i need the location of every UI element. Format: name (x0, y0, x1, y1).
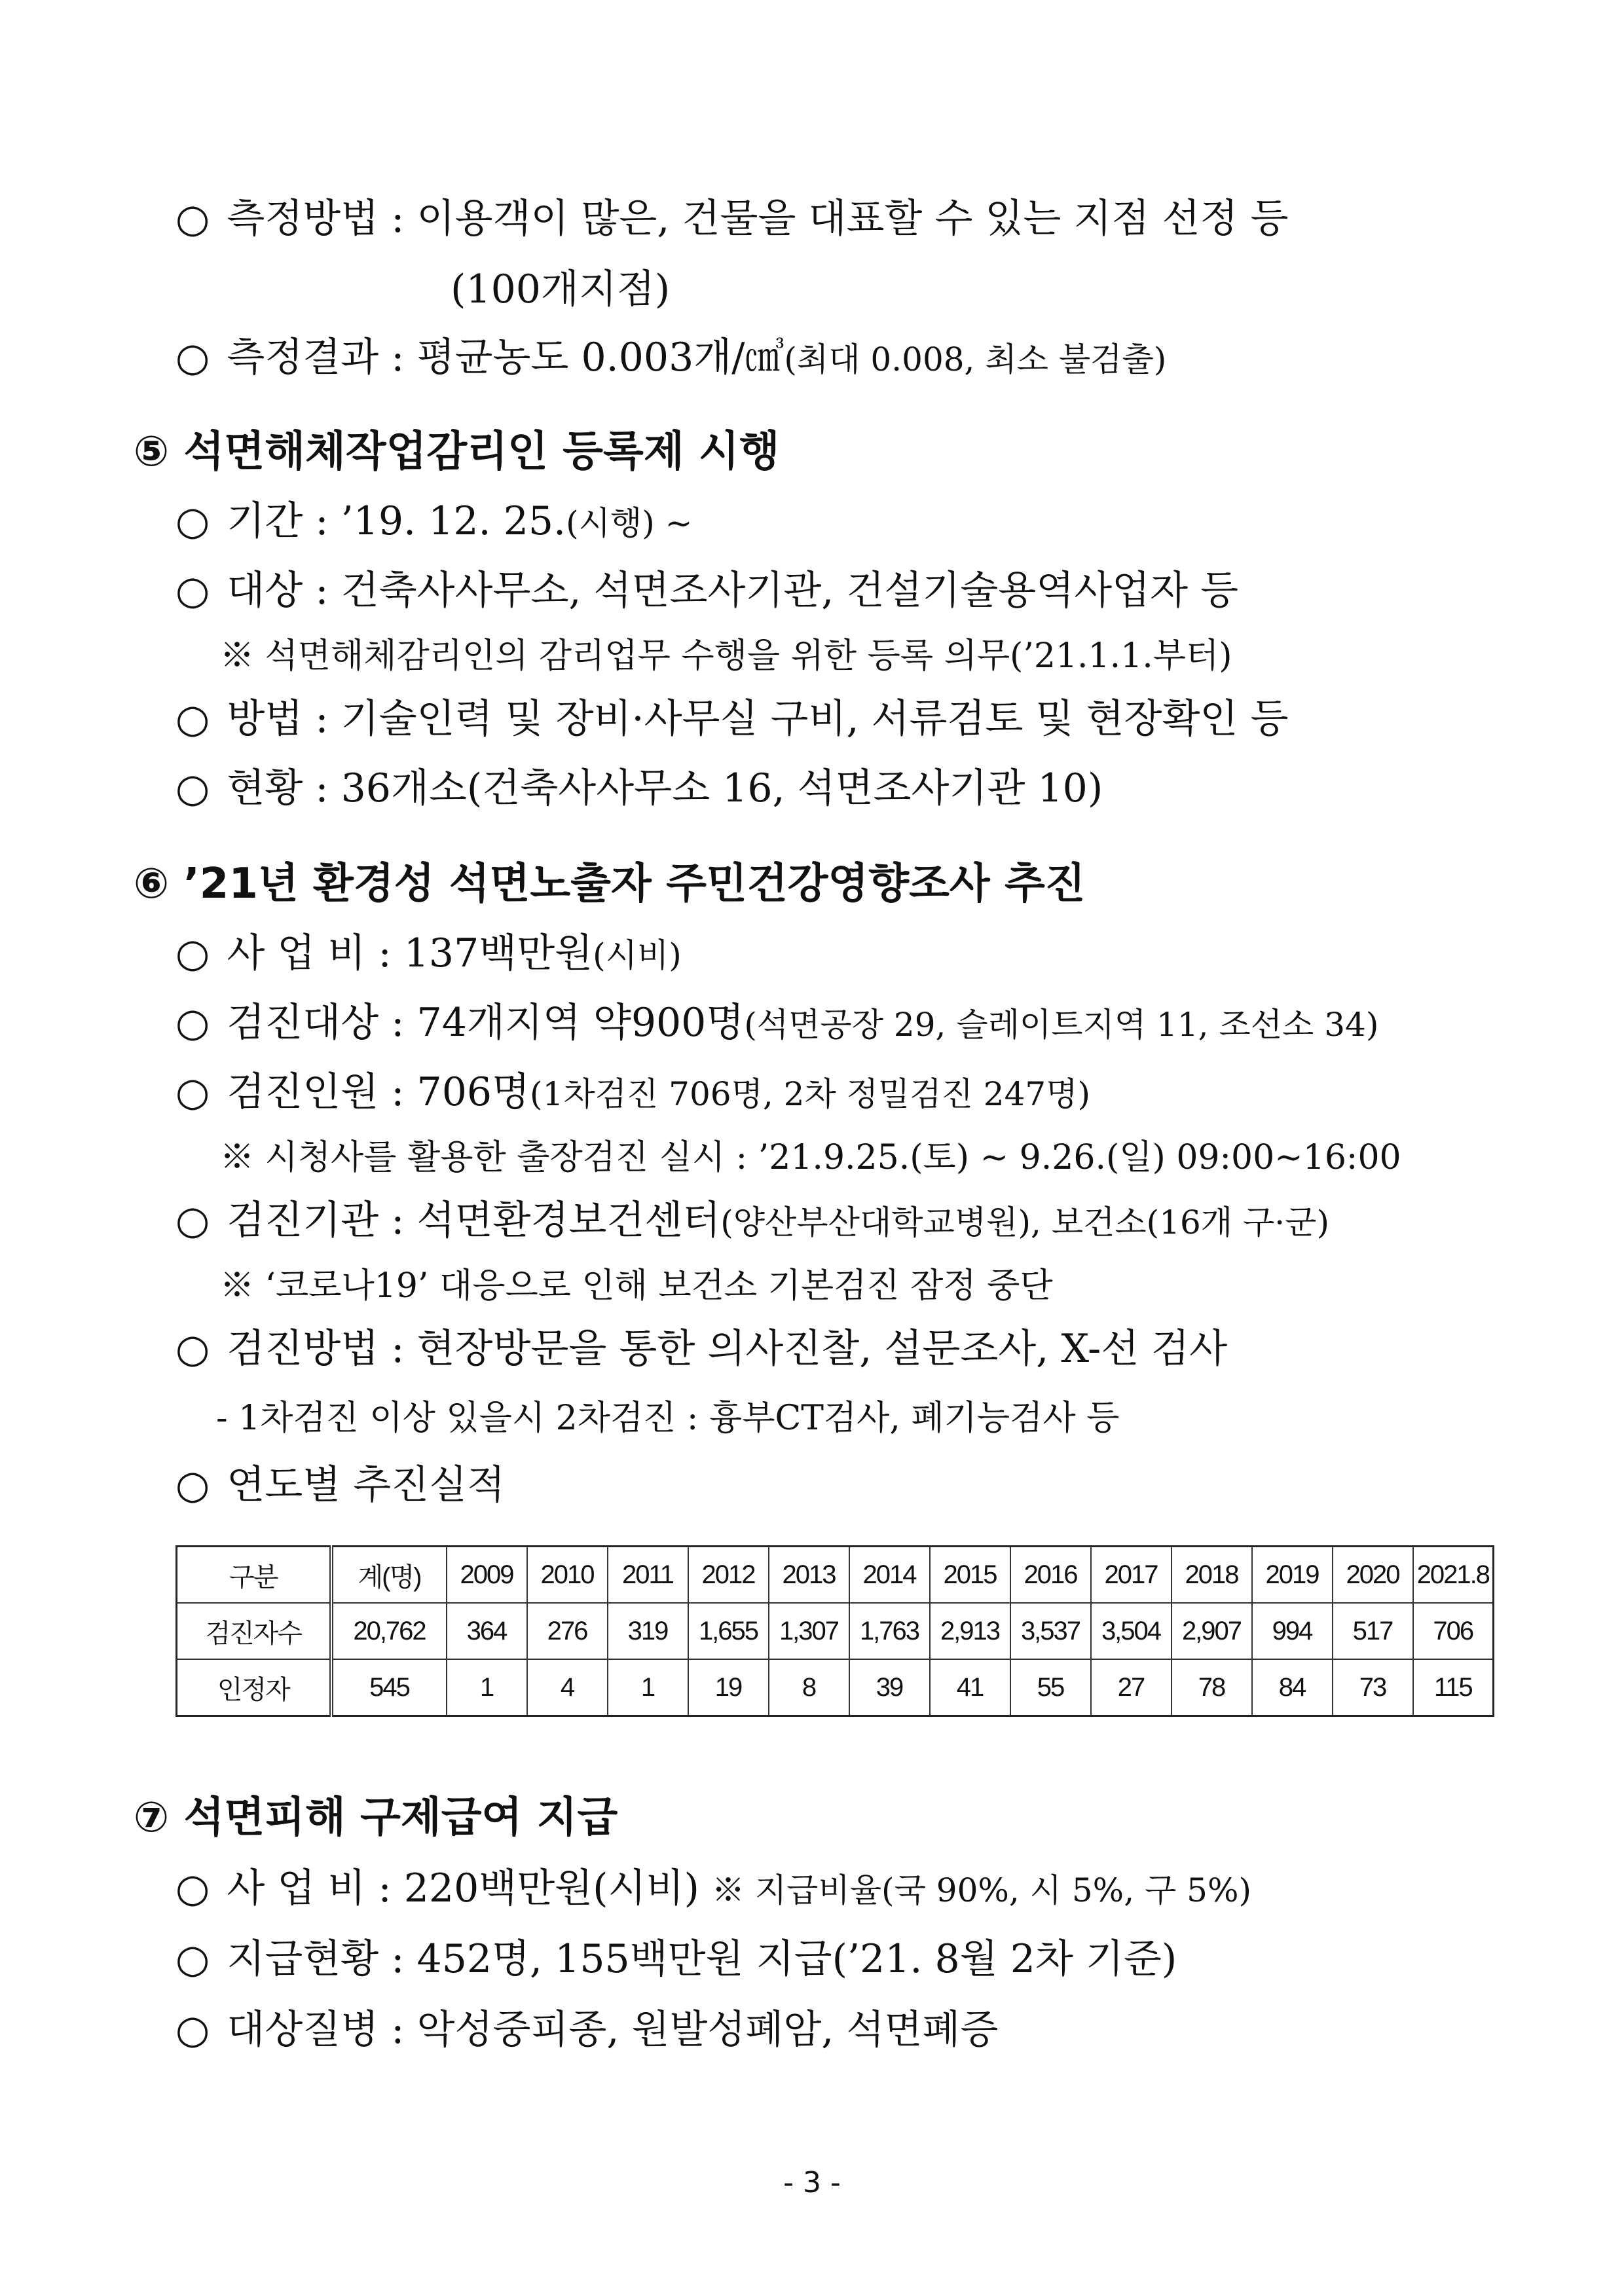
table-cell: 27 (1091, 1659, 1172, 1716)
line-target (175, 563, 1238, 618)
table-header-cell: 2020 (1333, 1547, 1413, 1604)
note-registration (220, 629, 1232, 684)
circle-bullet-icon: ○ (175, 335, 210, 380)
table-cell: 8 (769, 1659, 849, 1716)
line-text: 연도별 추진실적 (227, 1462, 506, 1508)
line-exam-count (175, 1065, 1090, 1122)
line-small-text: (양산부산대학교병원), 보건소(16개 구·군) (720, 1203, 1329, 1241)
table-cell: 364 (447, 1603, 527, 1659)
line-exam-method (175, 1321, 1227, 1376)
line-measure-method (175, 191, 1288, 246)
circle-bullet-icon: ○ (175, 2007, 210, 2053)
line-text: 검진인원 : 706명 (227, 1069, 530, 1115)
table-cell: 2,913 (930, 1603, 1010, 1659)
table-header-cell: 2009 (447, 1547, 527, 1604)
line-text: 대상 : 건축사사무소, 석면조사기관, 건설기술용역사업자 등 (227, 568, 1239, 614)
circle-bullet-icon: ○ (175, 1198, 210, 1243)
table-cell: 276 (527, 1603, 608, 1659)
table-cell: 1,307 (769, 1603, 849, 1659)
table-cell: 3,537 (1010, 1603, 1091, 1659)
line-second-exam (216, 1391, 1119, 1446)
table-header-cell: 2019 (1252, 1547, 1333, 1604)
line-status (175, 761, 1103, 816)
table-header-cell: 2011 (608, 1547, 688, 1604)
note-text: ※ 시청사를 활용한 출장검진 실시 : ’21.9.25.(토) ~ 9.26.(일) 09:00~16:00 (220, 1138, 1401, 1177)
table-cell: 4 (527, 1659, 608, 1716)
circle-bullet-icon: ○ (175, 1936, 210, 1982)
circle-bullet-icon: ○ (175, 1462, 210, 1508)
table-cell: 55 (1010, 1659, 1091, 1716)
table-cell: 1,655 (688, 1603, 769, 1659)
table-header-cell: 2016 (1010, 1547, 1091, 1604)
table-cell: 78 (1172, 1659, 1252, 1716)
line-budget (175, 926, 682, 983)
line-measure-result (175, 330, 1166, 387)
section-heading-6 (134, 856, 1086, 911)
line-small-text: (1차검진 706명, 2차 정밀검진 247명) (530, 1075, 1091, 1113)
line-text: 지급현황 : 452명, 155백만원 지급(’21. 8월 2차 기준) (227, 1936, 1177, 1982)
line-payment-status (175, 1932, 1177, 1987)
table-header-cell: 2013 (769, 1547, 849, 1604)
table-row-examined (177, 1603, 1494, 1659)
heading-text: ⑥ ’21년 환경성 석면노출자 주민건강영향조사 추진 (134, 860, 1086, 908)
line-small-text: (시행) ~ (566, 504, 693, 542)
table-header-cell: 2015 (930, 1547, 1010, 1604)
line-method (175, 691, 1288, 746)
table-header-cell: 2012 (688, 1547, 769, 1604)
table-header-cell: 2021.8 (1413, 1547, 1494, 1604)
table-header-cell: 2014 (849, 1547, 930, 1604)
line-period (175, 494, 693, 551)
table-header-cell: 2010 (527, 1547, 608, 1604)
line-yearly-results (175, 1458, 505, 1513)
circle-bullet-icon: ○ (175, 696, 210, 742)
table-cell: 41 (930, 1659, 1010, 1716)
table-cell: 545 (331, 1659, 447, 1716)
table-cell: 2,907 (1172, 1603, 1252, 1659)
line-text: 기간 : ’19. 12. 25. (227, 498, 566, 544)
note-onsite-exam (220, 1130, 1401, 1185)
note-text: ※ 석면해체감리인의 감리업무 수행을 위한 등록 의무(’21.1.1.부터) (220, 636, 1232, 676)
line-text: - 1차검진 이상 있을시 2차검진 : 흉부CT검사, 폐기능검사 등 (216, 1399, 1120, 1438)
line-text: 측정결과 : 평균농도 0.003개/㎤ (227, 335, 784, 380)
table-cell: 84 (1252, 1659, 1333, 1716)
table-cell: 115 (1413, 1659, 1494, 1716)
table-cell: 39 (849, 1659, 930, 1716)
table-cell: 319 (608, 1603, 688, 1659)
line-text: 대상질병 : 악성중피종, 원발성폐암, 석면폐증 (227, 2007, 999, 2053)
line-text: 사 업 비 : 220백만원(시비) (227, 1865, 699, 1911)
circle-bullet-icon: ○ (175, 568, 210, 614)
line-text: 검진대상 : 74개지역 약900명 (227, 1000, 745, 1046)
circle-bullet-icon: ○ (175, 1326, 210, 1372)
line-small-text: (석면공장 29, 슬레이트지역 11, 조선소 34) (744, 1006, 1379, 1044)
line-text: 검진기관 : 석면환경보건센터 (227, 1198, 721, 1243)
section-heading-5 (134, 424, 780, 479)
table-cell: 검진자수 (177, 1603, 331, 1659)
line-measure-points (451, 262, 670, 317)
line-exam-institution (175, 1193, 1329, 1250)
line-text: 방법 : 기술인력 및 장비·사무실 구비, 서류검토 및 현장확인 등 (227, 696, 1289, 742)
circle-bullet-icon: ○ (175, 765, 210, 811)
yearly-results-table (175, 1545, 1494, 1717)
table-cell: 1,763 (849, 1603, 930, 1659)
heading-text: ⑤ 석면해체작업감리인 등록제 시행 (134, 428, 780, 476)
line-text: 측정방법 : 이용객이 많은, 건물을 대표할 수 있는 지점 선정 등 (227, 196, 1289, 242)
table-cell: 인정자 (177, 1659, 331, 1716)
table-cell: 19 (688, 1659, 769, 1716)
circle-bullet-icon: ○ (175, 196, 210, 242)
table-cell: 3,504 (1091, 1603, 1172, 1659)
table-cell: 20,762 (331, 1603, 447, 1659)
line-small-text: ※ 지급비율(국 90%, 시 5%, 구 5%) (711, 1871, 1252, 1909)
line-small-text: (최대 0.008, 최소 불검출) (784, 340, 1167, 378)
table-header-cell: 구분 (177, 1547, 331, 1604)
table-header-cell: 2018 (1172, 1547, 1252, 1604)
circle-bullet-icon: ○ (175, 498, 210, 544)
circle-bullet-icon: ○ (175, 1069, 210, 1115)
table-header-cell: 계(명) (331, 1547, 447, 1604)
line-text: (100개지점) (451, 266, 671, 312)
line-exam-target (175, 995, 1378, 1052)
table-row-certified (177, 1659, 1494, 1716)
circle-bullet-icon: ○ (175, 1865, 210, 1911)
circle-bullet-icon: ○ (175, 930, 210, 976)
note-covid (220, 1258, 1053, 1313)
table-cell: 517 (1333, 1603, 1413, 1659)
table-cell: 994 (1252, 1603, 1333, 1659)
circle-bullet-icon: ○ (175, 1000, 210, 1046)
table-header-row (177, 1547, 1494, 1604)
line-small-text: (시비) (593, 936, 682, 974)
table-header-cell: 2017 (1091, 1547, 1172, 1604)
line-text: 사 업 비 : 137백만원 (227, 930, 593, 976)
table-cell: 1 (608, 1659, 688, 1716)
section-heading-7 (134, 1790, 618, 1845)
line-text: 검진방법 : 현장방문을 통한 의사진찰, 설문조사, X-선 검사 (227, 1326, 1228, 1372)
heading-text: ⑦ 석면피해 구제급여 지급 (134, 1793, 618, 1842)
note-text: ※ ‘코로나19’ 대응으로 인해 보건소 기본검진 잠정 중단 (220, 1266, 1053, 1306)
line-target-diseases (175, 2002, 998, 2057)
table-cell: 1 (447, 1659, 527, 1716)
page-number: - 3 - (783, 2166, 841, 2199)
line-relief-budget (175, 1861, 1251, 1918)
table-cell: 706 (1413, 1603, 1494, 1659)
line-text: 현황 : 36개소(건축사사무소 16, 석면조사기관 10) (227, 765, 1103, 811)
table-cell: 73 (1333, 1659, 1413, 1716)
